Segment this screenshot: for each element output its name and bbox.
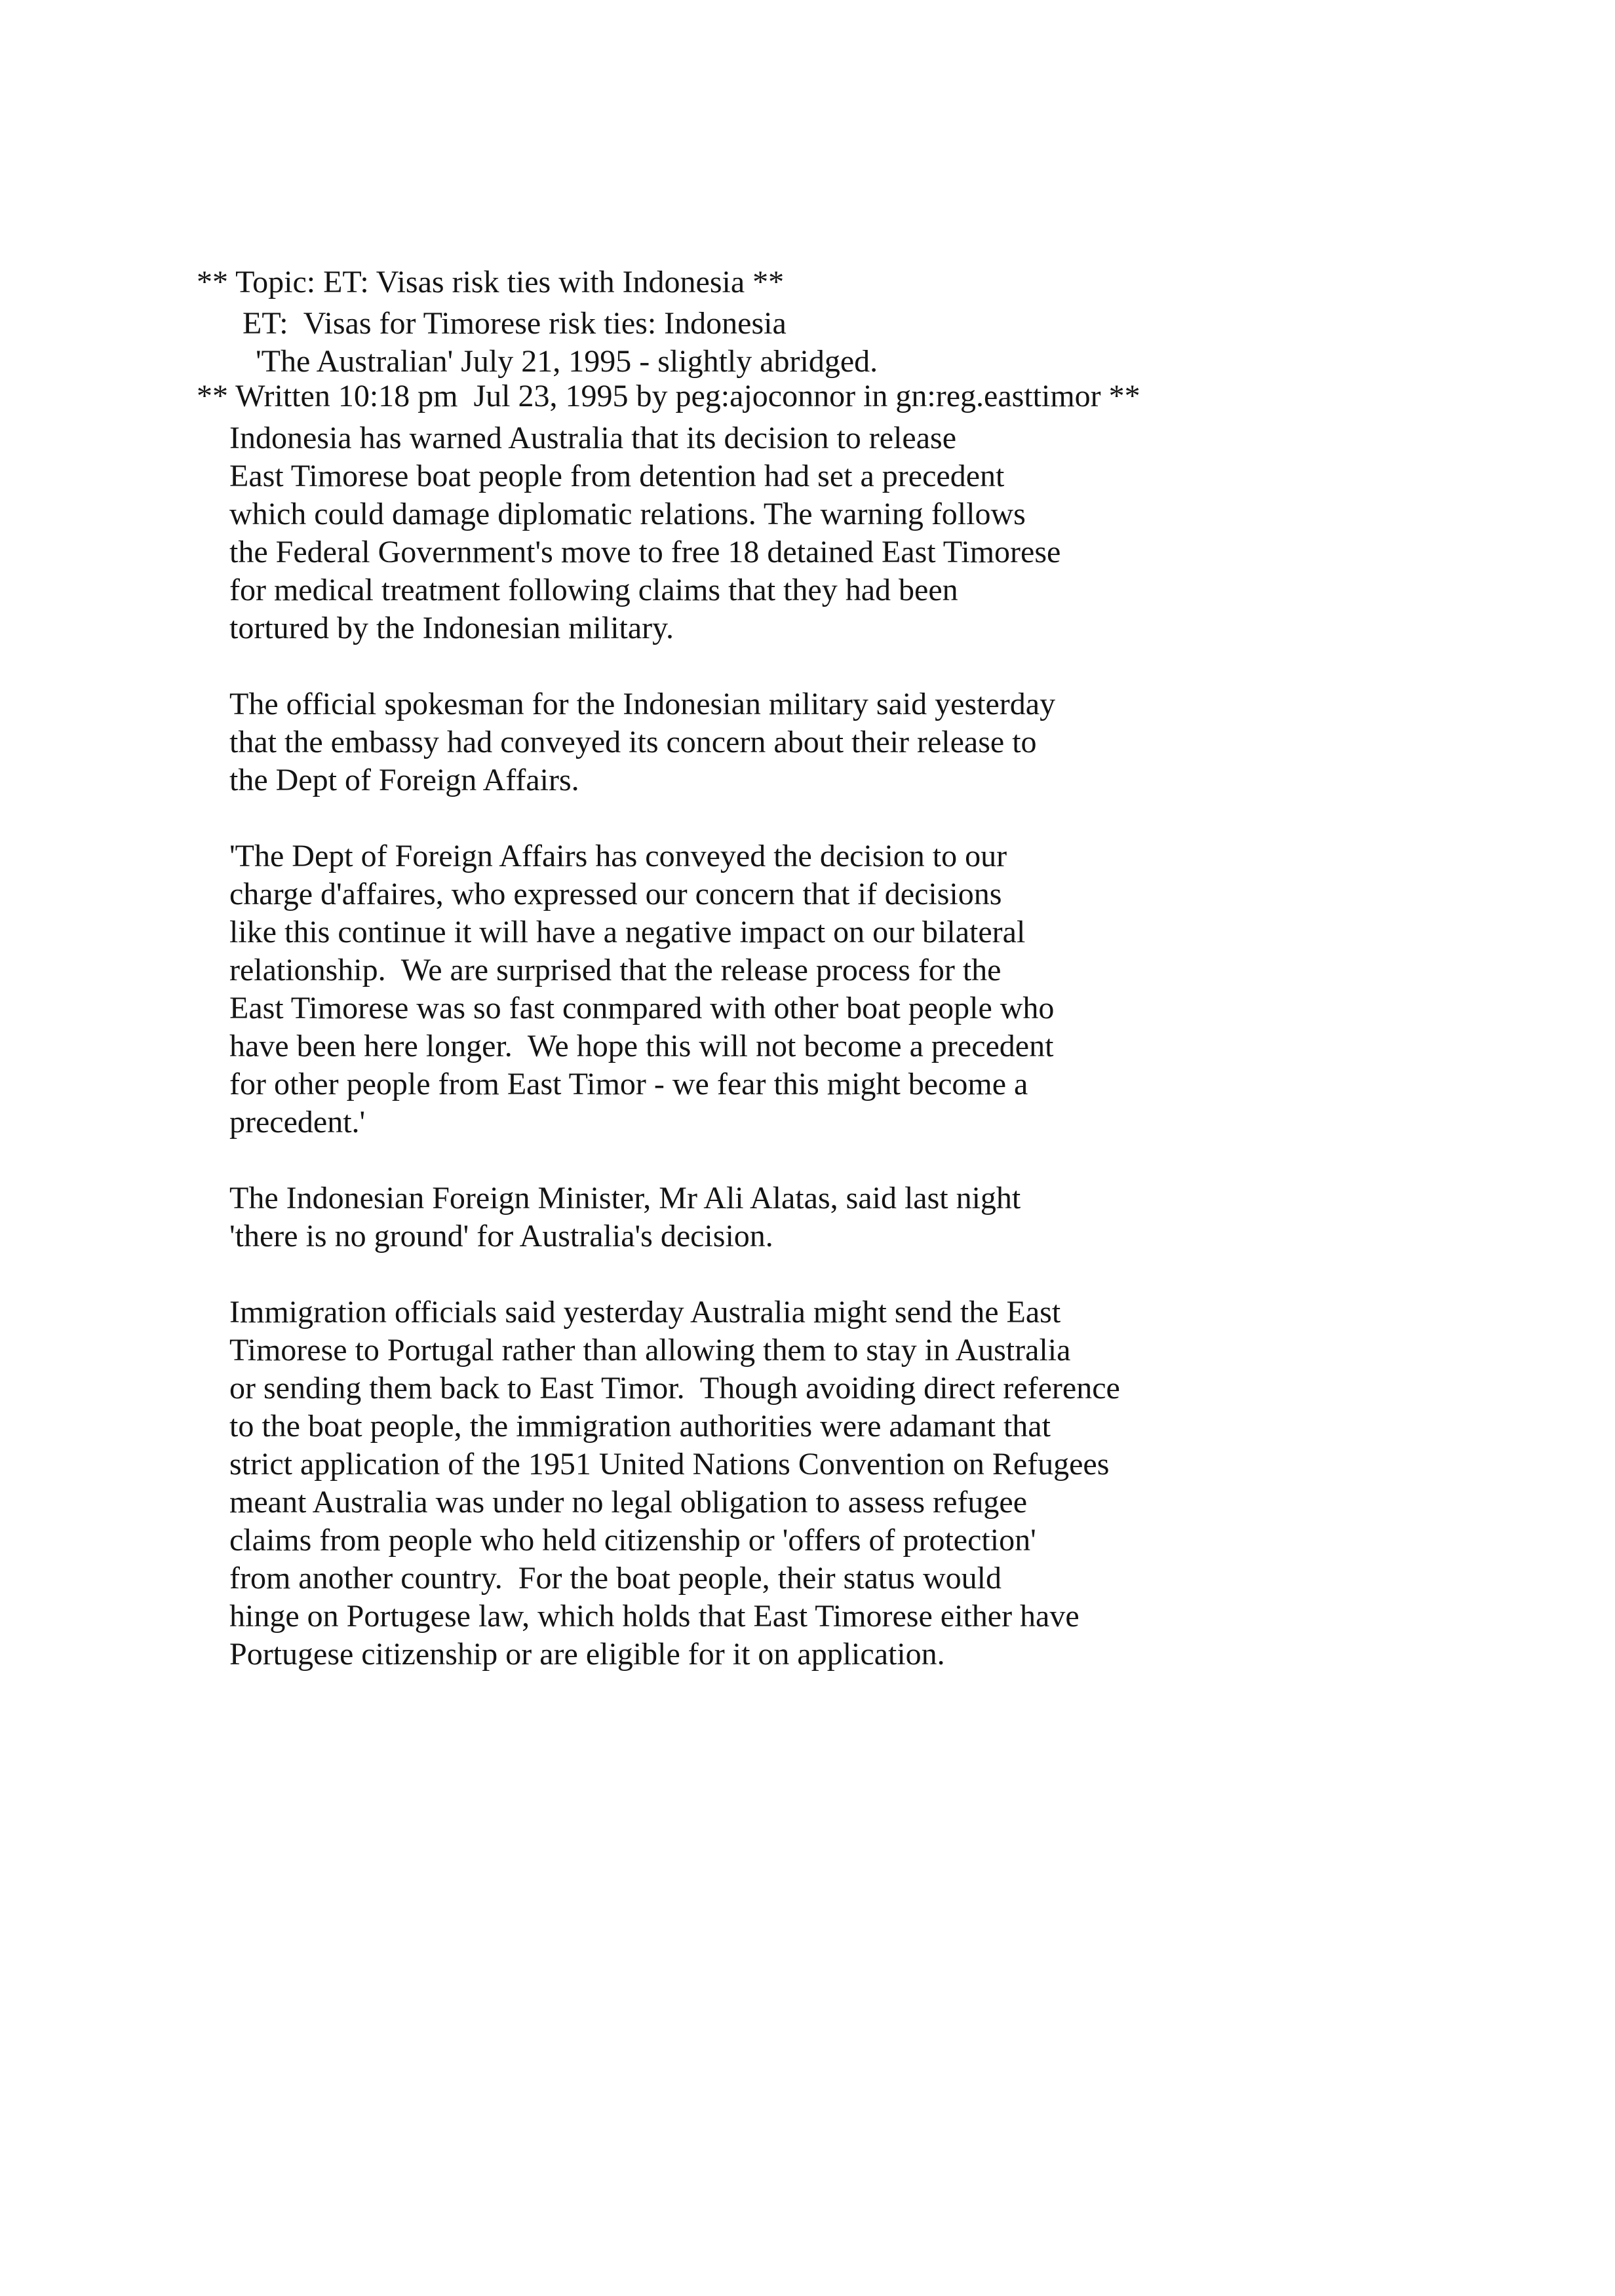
text-line: Portugese citizenship or are eligible for it on application. bbox=[229, 1637, 945, 1672]
text-line: that the embassy had conveyed its concern about their release to bbox=[229, 725, 1037, 759]
paragraph bbox=[229, 1179, 1475, 1255]
text-line: claims from people who held citizenship or 'offers of protection' bbox=[229, 1523, 1036, 1558]
text-line: charge d'affaires, who expressed our concern that if decisions bbox=[229, 877, 1002, 911]
text-line: which could damage diplomatic relations. The warning follows bbox=[229, 497, 1026, 531]
paragraph bbox=[229, 1293, 1475, 1674]
text-line: for other people from East Timor - we fear this might become a bbox=[229, 1067, 1028, 1101]
text-line: relationship. We are surprised that the release process for the bbox=[229, 953, 1002, 987]
article-source: 'The Australian' July 21, 1995 - slightly abridged. bbox=[256, 344, 878, 379]
text-line: Immigration officials said yesterday Australia might send the East bbox=[229, 1295, 1061, 1330]
text-line: East Timorese boat people from detention had set a precedent bbox=[229, 459, 1005, 493]
text-line: the Federal Government's move to free 18 detained East Timorese bbox=[229, 535, 1061, 569]
topic-line: ** Topic: ET: Visas risk ties with Indonesia ** bbox=[197, 265, 785, 299]
text-line: to the boat people, the immigration authorities were adamant that bbox=[229, 1409, 1051, 1444]
text-line: tortured by the Indonesian military. bbox=[229, 611, 674, 645]
text-line: meant Australia was under no legal obligation to assess refugee bbox=[229, 1485, 1027, 1520]
text-line: for medical treatment following claims that they had been bbox=[229, 573, 958, 607]
text-line: The official spokesman for the Indonesian military said yesterday bbox=[229, 687, 1056, 721]
text-line: the Dept of Foreign Affairs. bbox=[229, 763, 579, 797]
text-line: hinge on Portugese law, which holds that East Timorese either have bbox=[229, 1599, 1080, 1634]
text-line: Indonesia has warned Australia that its decision to release bbox=[229, 421, 956, 455]
article-headline: ET: Visas for Timorese risk ties: Indonesia bbox=[243, 306, 787, 341]
article-body bbox=[229, 419, 1475, 1712]
text-line: like this continue it will have a negative impact on our bilateral bbox=[229, 915, 1026, 949]
article-title-block bbox=[243, 305, 878, 381]
written-line: ** Written 10:18 pm Jul 23, 1995 by peg:ajoconnor in gn:reg.easttimor ** bbox=[197, 379, 1140, 413]
text-line: have been here longer. We hope this will not become a precedent bbox=[229, 1029, 1054, 1063]
text-line: from another country. For the boat people, their status would bbox=[229, 1561, 1002, 1596]
text-line: Timorese to Portugal rather than allowing them to stay in Australia bbox=[229, 1333, 1071, 1368]
paragraph bbox=[229, 685, 1475, 799]
text-line: East Timorese was so fast conmpared with other boat people who bbox=[229, 991, 1055, 1025]
text-line: precedent.' bbox=[229, 1105, 366, 1139]
paragraph bbox=[229, 837, 1475, 1141]
paragraph bbox=[229, 419, 1475, 647]
text-line: or sending them back to East Timor. Though avoiding direct reference bbox=[229, 1371, 1120, 1406]
text-line: 'The Dept of Foreign Affairs has conveyed the decision to our bbox=[229, 839, 1007, 873]
text-line: The Indonesian Foreign Minister, Mr Ali Alatas, said last night bbox=[229, 1181, 1021, 1215]
text-line: strict application of the 1951 United Nations Convention on Refugees bbox=[229, 1447, 1110, 1482]
text-line: 'there is no ground' for Australia's decision. bbox=[229, 1219, 773, 1253]
